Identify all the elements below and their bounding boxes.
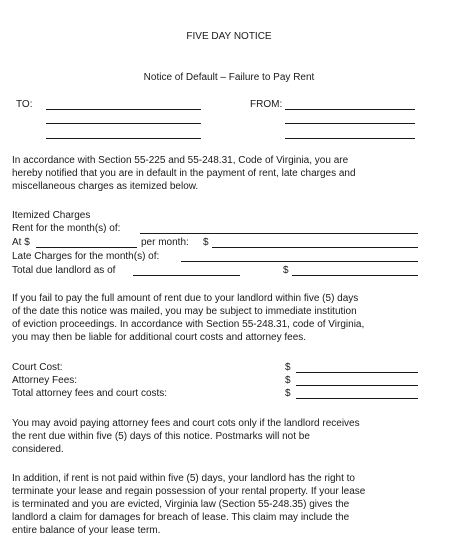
to-label: TO: bbox=[16, 99, 33, 110]
from-line-1[interactable] bbox=[285, 109, 415, 110]
terminate-paragraph bbox=[12, 472, 452, 537]
itemized-heading: Itemized Charges bbox=[12, 210, 91, 221]
per-month-dollar: $ bbox=[203, 237, 209, 248]
attorney-fees-field[interactable] bbox=[296, 385, 418, 386]
avoid-paragraph bbox=[12, 417, 452, 456]
per-month-label: per month: bbox=[141, 237, 189, 248]
per-month-total-field[interactable] bbox=[212, 247, 418, 248]
rent-months-label: Rent for the month(s) of: bbox=[12, 223, 121, 234]
terminate-line: is terminated and you are evicted, Virginia law (Section 55-248.35) gives the bbox=[12, 499, 350, 510]
attorney-fees-label: Attorney Fees: bbox=[12, 375, 78, 386]
intro-line: miscellaneous charges as itemized below. bbox=[12, 181, 199, 192]
from-line-3[interactable] bbox=[285, 138, 415, 139]
warning-paragraph bbox=[12, 292, 452, 344]
court-cost-dollar: $ bbox=[285, 362, 291, 373]
intro-line: In accordance with Section 55-225 and 55-248.31, Code of Virginia, you are bbox=[12, 155, 349, 166]
intro-line: hereby notified that you are in default in the payment of rent, late charges and bbox=[12, 168, 356, 179]
court-cost-field[interactable] bbox=[296, 372, 418, 373]
at-label: At $ bbox=[12, 237, 30, 248]
terminate-line: terminate your lease and regain possession of your rental property. If your lease bbox=[12, 486, 366, 497]
total-due-date-field[interactable] bbox=[133, 275, 240, 276]
avoid-line: considered. bbox=[12, 444, 64, 455]
attorney-fees-dollar: $ bbox=[285, 375, 291, 386]
terminate-line: entire balance of your lease term. bbox=[12, 525, 161, 536]
notice-title: FIVE DAY NOTICE bbox=[186, 31, 272, 42]
to-line-3[interactable] bbox=[46, 138, 201, 139]
late-charges-label: Late Charges for the month(s) of: bbox=[12, 251, 160, 262]
to-line-2[interactable] bbox=[46, 123, 201, 124]
warning-line: of the date this notice was mailed, you may be subject to immediate institution bbox=[12, 306, 357, 317]
court-cost-label: Court Cost: bbox=[12, 362, 63, 373]
warning-line: If you fail to pay the full amount of rent due to your landlord within five (5) days bbox=[12, 293, 359, 304]
total-due-dollar: $ bbox=[283, 265, 289, 276]
to-line-1[interactable] bbox=[46, 109, 201, 110]
notice-subtitle: Notice of Default – Failure to Pay Rent bbox=[143, 72, 315, 83]
warning-line: of eviction proceedings. In accordance with Section 55-248.31, code of Virginia, bbox=[12, 319, 365, 330]
total-due-label: Total due landlord as of bbox=[12, 265, 116, 276]
terminate-line: landlord a claim for damages for breach of lease. This claim may include the bbox=[12, 512, 350, 523]
terminate-line: In addition, if rent is not paid within five (5) days, your landlord has the right to bbox=[12, 473, 355, 484]
avoid-line: the rent due within five (5) days of this notice. Postmarks will not be bbox=[12, 431, 310, 442]
total-costs-dollar: $ bbox=[285, 388, 291, 399]
warning-line: you may then be liable for additional court costs and attorney fees. bbox=[12, 332, 307, 343]
from-line-2[interactable] bbox=[285, 123, 415, 124]
intro-paragraph bbox=[12, 154, 452, 193]
avoid-line: You may avoid paying attorney fees and court cots only if the landlord receives bbox=[12, 418, 360, 429]
total-due-amount-field[interactable] bbox=[292, 275, 418, 276]
total-costs-label: Total attorney fees and court costs: bbox=[12, 388, 168, 399]
total-costs-field[interactable] bbox=[296, 398, 418, 399]
from-label: FROM: bbox=[250, 99, 283, 110]
late-charges-field[interactable] bbox=[181, 261, 418, 262]
rent-months-field[interactable] bbox=[140, 233, 418, 234]
rent-amount-field[interactable] bbox=[36, 247, 137, 248]
